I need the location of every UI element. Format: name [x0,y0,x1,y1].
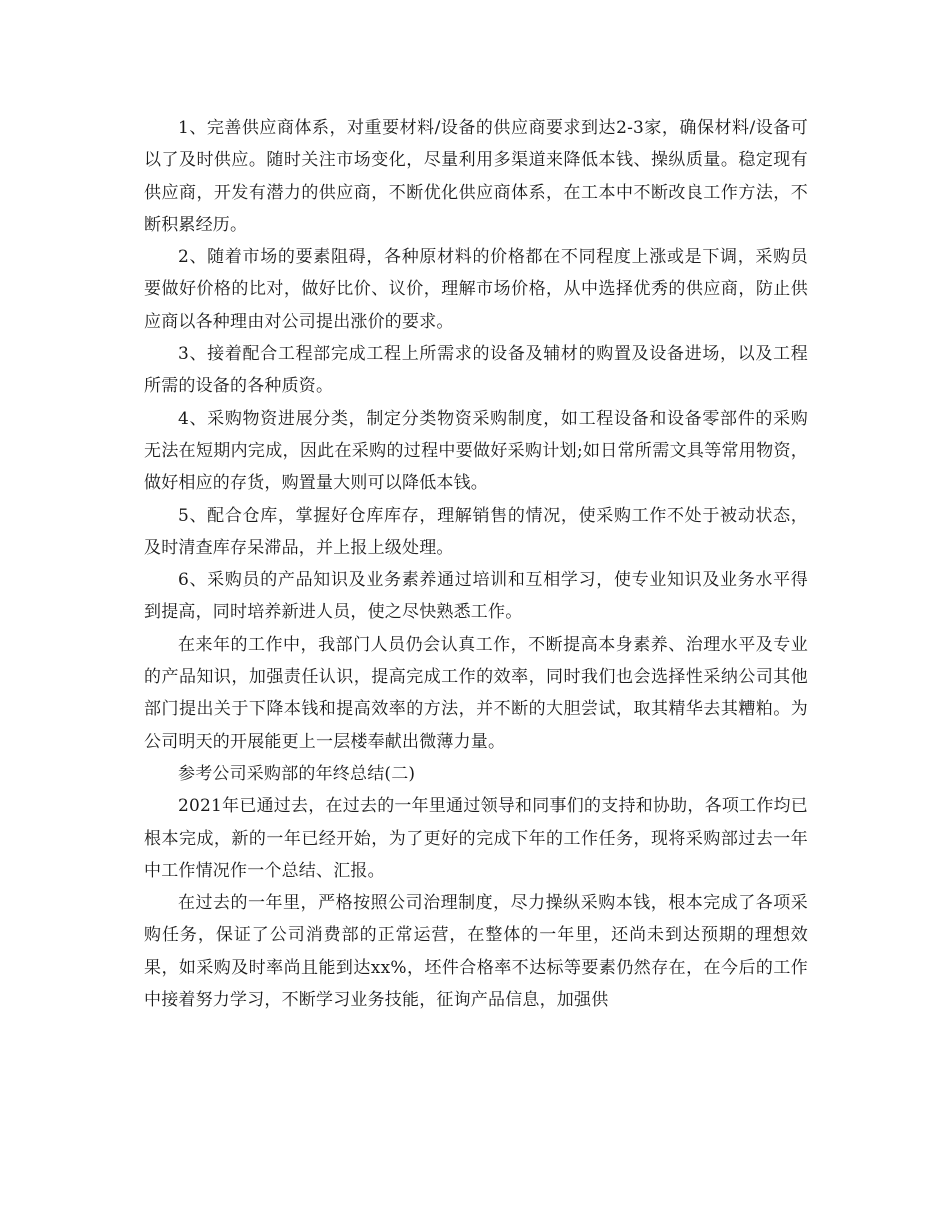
paragraph-past-year-review: 在过去的一年里，严格按照公司治理制度，尽力操纵采购本钱，根本完成了各项采购任务，保证了公司消费部的正常运营，在整体的一年里，还尚未到达预期的理想效果，如采购及时率尚且能到达xx%，坯件合格率不达标等要素仍然存在，在今后的工作中接着努力学习，不断学习业务技能，征询产品信息，加强供 [144,893,808,1011]
paragraph-engineering-support: 3、接着配合工程部完成工程上所需求的设备及辅材的购置及设备进场，以及工程所需的设备的各种质资。 [144,344,808,397]
paragraph-staff-training: 6、采购员的产品知识及业务素养通过培训和互相学习，使专业知识及业务水平得到提高，同时培养新进人员，使之尽快熟悉工作。 [144,570,808,623]
paragraph-material-classification: 4、采购物资进展分类，制定分类物资采购制度，如工程设备和设备零部件的采购无法在短期内完成，因此在采购的过程中要做好采购计划;如日常所需文具等常用物资，做好相应的存货，购置量大则可以降低本钱。 [144,408,808,494]
paragraph-supplier-system: 1、完善供应商体系，对重要材料/设备的供应商要求到达2-3家，确保材料/设备可以了及时供应。随时关注市场变化，尽量利用多渠道来降低本钱、操纵质量。稳定现有供应商，开发有潜力的供应商，不断优化供应商体系，在工本中不断改良工作方法，不断积累经历。 [144,118,808,235]
paragraph-year-intro: 2021年已通过去，在过去的一年里通过领导和同事们的支持和协助，各项工作均已根本完成，新的一年已经开始，为了更好的完成下年的工作任务，现将采购部过去一年中工作情况作一个总结、汇报。 [144,796,808,881]
paragraph-next-year-plan: 在来年的工作中，我部门人员仍会认真工作，不断提高本身素养、治理水平及专业的产品知识，加强责任认识，提高完成工作的效率，同时我们也会选择性采纳公司其他部门提出关于下降本钱和提高效率的方法，并不断的大胆尝试，取其精华去其糟粕。为公司明天的开展能更上一层楼奉献出微薄力量。 [144,634,808,752]
document-body [144,112,808,1016]
paragraph-price-comparison: 2、随着市场的要素阻碍，各种原材料的价格都在不同程度上涨或是下调，采购员要做好价格的比对，做好比价、议价，理解市场价格，从中选择优秀的供应商，防止供应商以各种理由对公司提出涨价的要求。 [144,247,808,332]
paragraph-warehouse-coordination: 5、配合仓库，掌握好仓库库存，理解销售的情况，使采购工作不处于被动状态，及时清查库存呆滞品，并上报上级处理。 [144,505,808,558]
section-heading: 参考公司采购部的年终总结(二) [178,763,416,784]
